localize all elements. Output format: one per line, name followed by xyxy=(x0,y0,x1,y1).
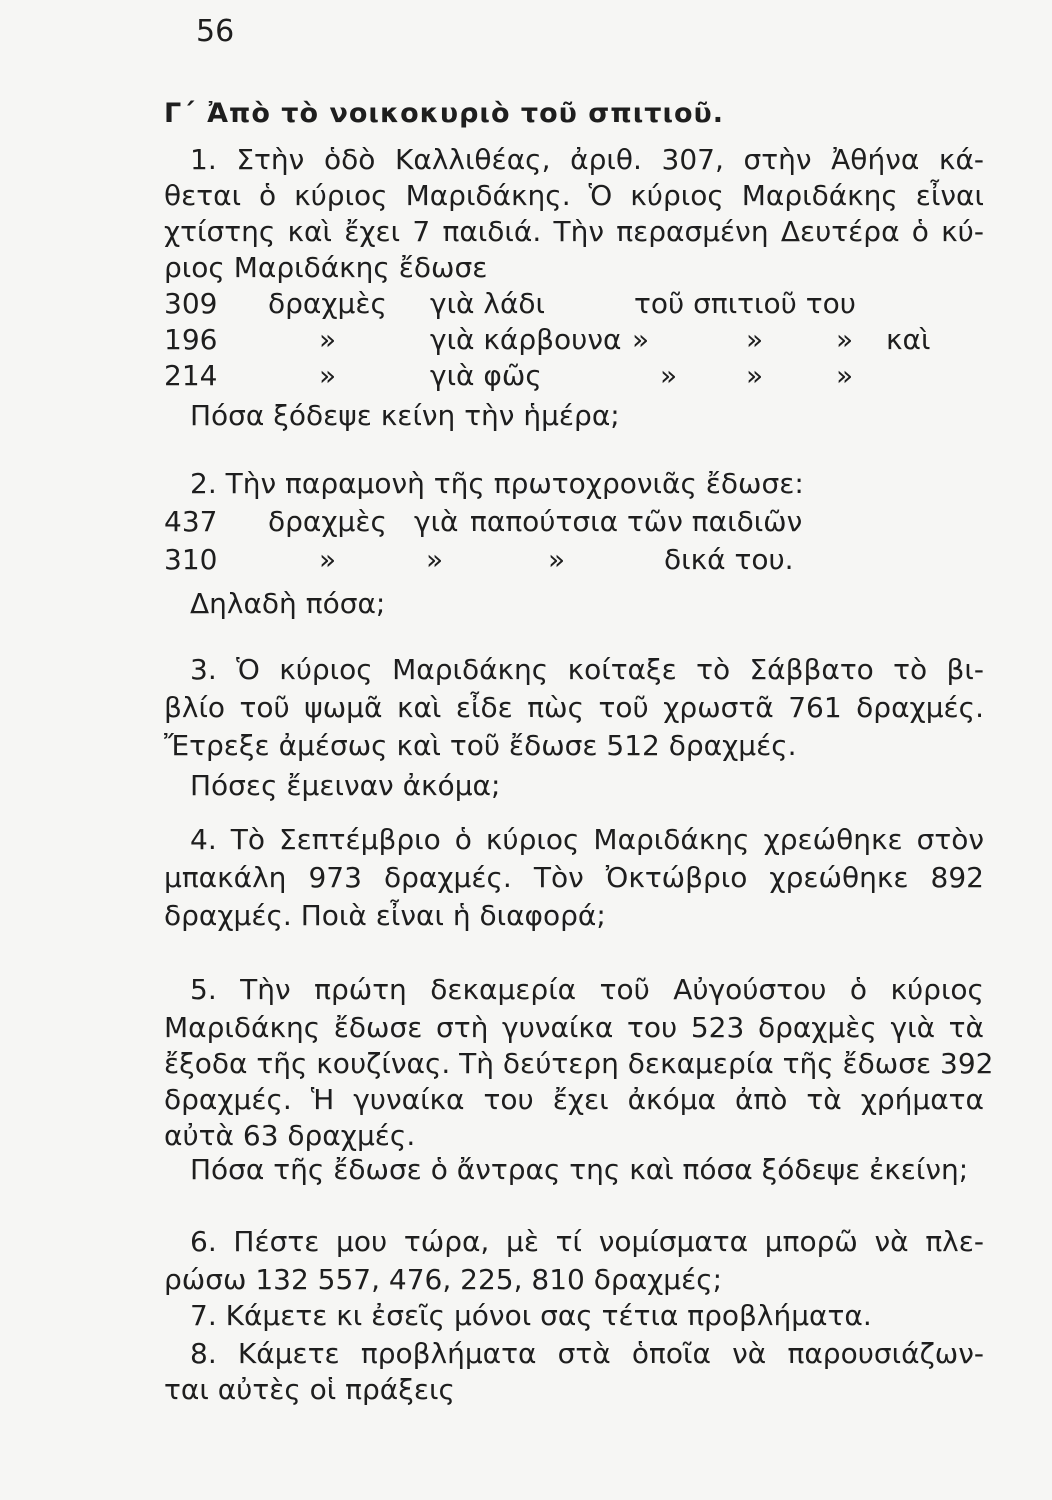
purchase-item: παπούτσια τῶν παιδιῶν xyxy=(470,505,803,538)
problem-5-line: 5. Τὴν πρώτη δεκαμερία τοῦ Αὐγούστου ὁ κύριος xyxy=(190,973,984,1006)
expense-ditto: τοῦ σπιτιοῦ του xyxy=(634,287,856,320)
problem-2-intro: 2. Τὴν παραμονὴ τῆς πρωτοχρονιᾶς ἔδωσε: xyxy=(190,467,804,500)
expense-amount: 309 xyxy=(164,287,218,320)
purchase-unit: » xyxy=(319,543,337,576)
problem-8-line: ται αὐτὲς οἱ πράξεις xyxy=(164,1373,455,1406)
problem-6-line: ρώσω 132 557, 476, 225, 810 δραχμές; xyxy=(164,1263,723,1296)
purchase-ditto: » xyxy=(426,543,444,576)
problem-3-line: 3. Ὁ κύριος Μαριδάκης κοίταξε τὸ Σάββατο τὸ βι- xyxy=(190,653,984,686)
expense-item: γιὰ λάδι xyxy=(430,287,546,320)
problem-7: 7. Κάμετε κι ἐσεῖς μόνοι σας τέτια προβλήματα. xyxy=(190,1299,872,1332)
problem-5-line: ἔξοδα τῆς κουζίνας. Τὴ δεύτερη δεκαμερία τῆς ἔδωσε 392 xyxy=(164,1047,994,1080)
problem-6-line: 6. Πέστε μου τώρα, μὲ τί νομίσματα μπορῶ νὰ πλε- xyxy=(190,1225,984,1258)
problem-5-line: αὐτὰ 63 δραχμές. xyxy=(164,1119,416,1152)
expense-ditto: » xyxy=(660,359,678,392)
problem-8-line: 8. Κάμετε προβλήματα στὰ ὁποῖα νὰ παρουσιάζων- xyxy=(190,1337,984,1370)
purchase-ditto: » xyxy=(548,543,566,576)
problem-3-line: Ἔτρεξε ἀμέσως καὶ τοῦ ἔδωσε 512 δραχμές. xyxy=(164,729,797,762)
expense-item: γιὰ φῶς xyxy=(430,359,542,392)
expense-unit: » xyxy=(319,323,337,356)
expense-ditto: » xyxy=(836,359,854,392)
problem-1-line: χτίστης καὶ ἔχει 7 παιδιά. Τὴν περασμένη Δευτέρα ὁ κύ- xyxy=(164,215,984,248)
problem-4-line: μπακάλη 973 δραχμές. Τὸν Ὀκτώβριο χρεώθηκε 892 xyxy=(164,861,984,894)
problem-5-line: δραχμές. Ἡ γυναίκα του ἔχει ἀκόμα ἀπὸ τὰ χρήματα xyxy=(164,1083,984,1116)
purchase-item: δικά του. xyxy=(664,543,794,576)
expense-ditto: » xyxy=(632,323,650,356)
problem-4-line: 4. Τὸ Σεπτέμβριο ὁ κύριος Μαριδάκης χρεώθηκε στὸν xyxy=(190,823,984,856)
expense-tail: καὶ xyxy=(886,323,931,356)
expense-amount: 196 xyxy=(164,323,218,356)
problem-1-line: ριος Μαριδάκης ἔδωσε xyxy=(164,251,488,284)
expense-ditto: » xyxy=(746,359,764,392)
expense-amount: 214 xyxy=(164,359,218,392)
expense-item: γιὰ κάρβουνα xyxy=(430,323,622,356)
purchase-for: γιὰ xyxy=(414,505,459,538)
problem-5-line: Μαριδάκης ἔδωσε στὴ γυναίκα του 523 δραχμὲς γιὰ τὰ xyxy=(164,1011,984,1044)
expense-ditto: » xyxy=(746,323,764,356)
problem-5-question: Πόσα τῆς ἔδωσε ὁ ἄντρας της καὶ πόσα ξόδεψε ἐκείνη; xyxy=(190,1153,969,1186)
problem-1-question: Πόσα ξόδεψε κείνη τὴν ἡμέρα; xyxy=(190,399,620,432)
expense-ditto: » xyxy=(836,323,854,356)
problem-2-question: Δηλαδὴ πόσα; xyxy=(190,587,386,620)
purchase-amount: 310 xyxy=(164,543,218,576)
expense-unit: » xyxy=(319,359,337,392)
problem-3-line: βλίο τοῦ ψωμᾶ καὶ εἶδε πὼς τοῦ χρωστᾶ 761 δραχμές. xyxy=(164,691,984,724)
problem-1-line: 1. Στὴν ὁδὸ Καλλιθέας, ἀριθ. 307, στὴν Ἀθήνα κά- xyxy=(190,143,984,176)
problem-3-question: Πόσες ἔμειναν ἀκόμα; xyxy=(190,769,501,802)
problem-1-line: θεται ὁ κύριος Μαριδάκης. Ὁ κύριος Μαριδάκης εἶναι xyxy=(164,179,984,212)
expense-unit: δραχμὲς xyxy=(268,287,387,320)
problem-4-line: δραχμές. Ποιὰ εἶναι ἡ διαφορά; xyxy=(164,899,606,932)
purchase-unit: δραχμὲς xyxy=(268,505,387,538)
page-number: 56 xyxy=(196,14,235,49)
section-title: Γ´ Ἀπὸ τὸ νοικοκυριὸ τοῦ σπιτιοῦ. xyxy=(164,98,725,129)
purchase-amount: 437 xyxy=(164,505,218,538)
